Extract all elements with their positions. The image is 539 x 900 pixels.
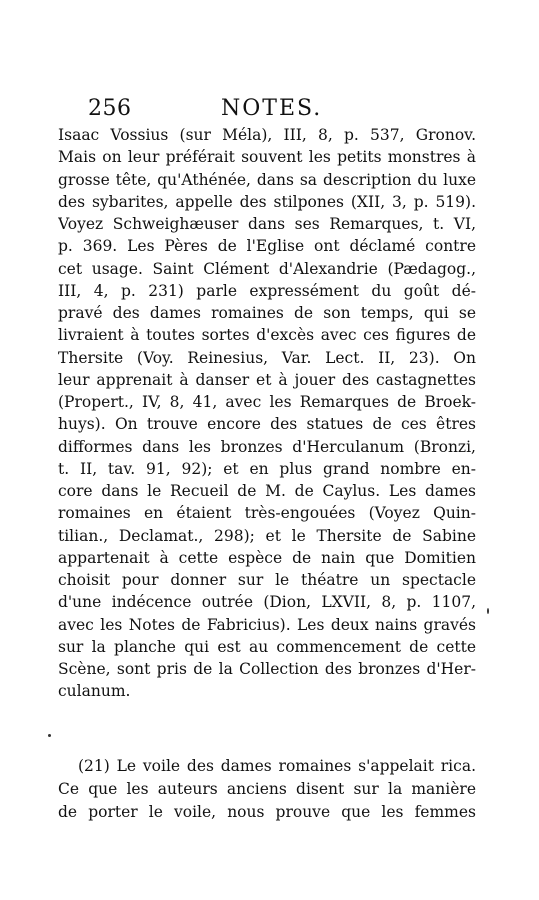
text-line: Voyez Schweighæuser dans ses Remarques, t. VI,: [58, 215, 476, 233]
text-line: (21) Le voile des dames romaines s'appelait rica.: [78, 757, 476, 775]
text-line: difformes dans les bronzes d'Herculanum (Bronzi,: [58, 437, 476, 456]
text-line: Thersite (Voy. Reinesius, Var. Lect. II, 23). On: [58, 348, 476, 367]
text-line: p. 369. Les Pères de l'Eglise ont déclamé contre: [58, 237, 476, 256]
text-line: huys). On trouve encore des statues de ces êtres: [58, 415, 476, 434]
running-head: NOTES.: [221, 96, 323, 121]
text-line: appartenait à cette espèce de nain que Domitien: [58, 548, 476, 567]
text-line: Ce que les auteurs anciens disent sur la manière: [58, 780, 476, 798]
text-line: des sybarites, appelle des stilpones (XII, 3, p. 519).: [58, 192, 476, 211]
text-line: tilian., Declamat., 298); et le Thersite de Sabine: [58, 526, 476, 545]
text-line: livraient à toutes sortes d'excès avec ces figures de: [58, 326, 476, 345]
text-line: grosse tête, qu'Athénée, dans sa description du luxe: [58, 170, 476, 189]
text-line: (Propert., IV, 8, 41, avec les Remarques de Broek-: [58, 393, 476, 411]
text-line: avec les Notes de Fabricius). Les deux nains gravés: [58, 615, 476, 634]
text-line: sur la planche qui est au commencement de cette: [58, 637, 476, 656]
text-line: cet usage. Saint Clément d'Alexandrie (Pædagog.,: [58, 259, 476, 278]
text-line: Mais on leur préférait souvent les petits monstres à: [58, 148, 476, 167]
note-21: [58, 755, 476, 824]
note-continuation-text: [58, 124, 476, 703]
page-header: [88, 96, 468, 126]
page-number: 256: [88, 96, 132, 121]
ink-speck: [48, 734, 51, 737]
text-line: t. II, tav. 91, 92); et en plus grand nombre en-: [58, 459, 476, 478]
text-line: pravé des dames romaines de son temps, qui se: [58, 304, 476, 322]
text-line: culanum.: [58, 682, 131, 701]
text-line: leur apprenait à danser et à jouer des castagnettes: [58, 370, 476, 389]
text-line: III, 4, p. 231) parle expressément du goût dé-: [58, 281, 476, 300]
text-line: choisit pour donner sur le théatre un spectacle: [58, 571, 476, 589]
text-line: de porter le voile, nous prouve que les femmes: [58, 803, 476, 821]
text-line: Scène, sont pris de la Collection des bronzes d'Her-: [58, 660, 476, 678]
ink-speck: [487, 608, 489, 614]
text-line: core dans le Recueil de M. de Caylus. Les dames: [58, 482, 476, 500]
text-line: d'une indécence outrée (Dion, LXVII, 8, p. 1107,: [58, 593, 476, 612]
text-line: romaines en étaient très-engouées (Voyez Quin-: [58, 504, 476, 523]
text-line: Isaac Vossius (sur Méla), III, 8, p. 537, Gronov.: [58, 126, 476, 144]
